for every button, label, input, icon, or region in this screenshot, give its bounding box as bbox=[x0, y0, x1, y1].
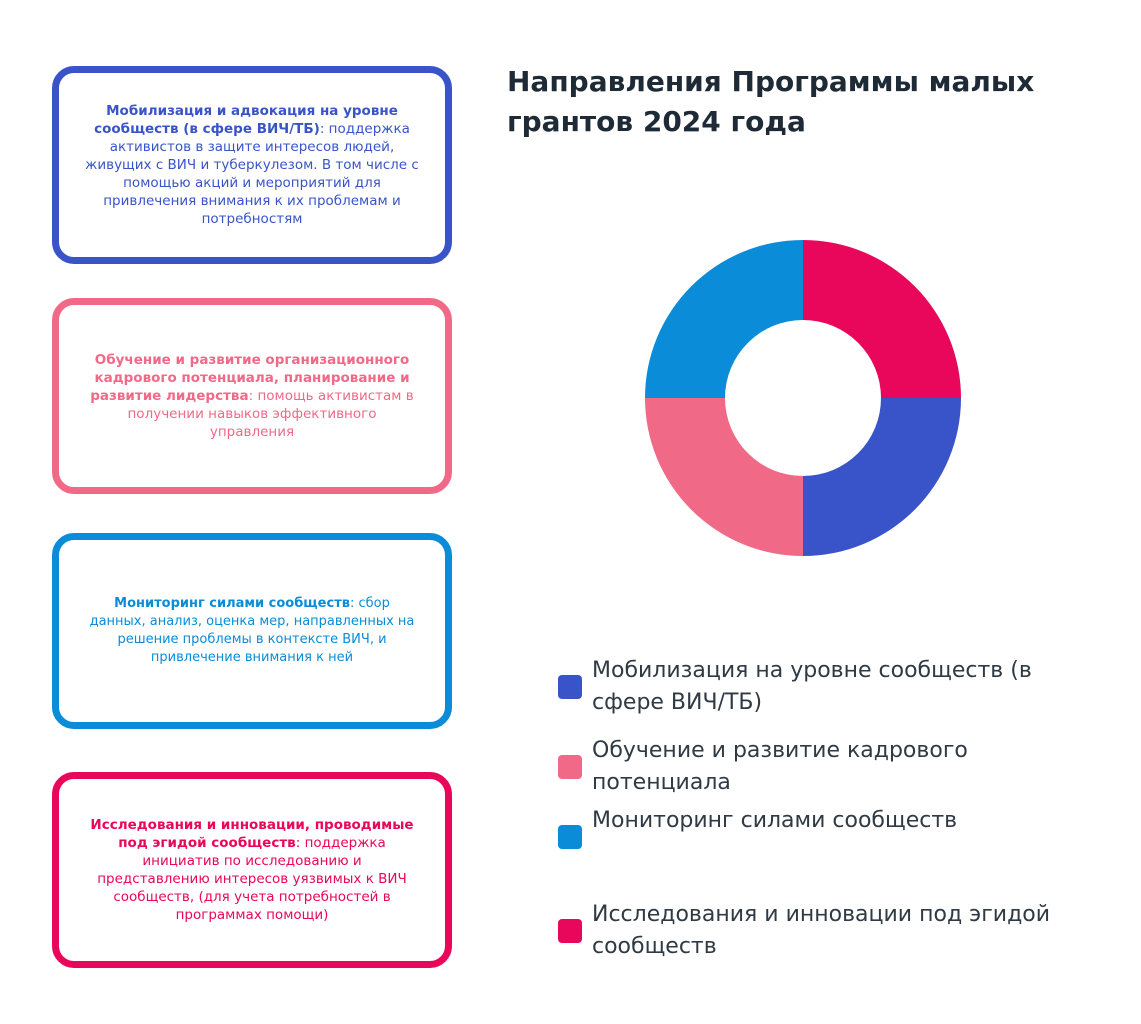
legend-swatch bbox=[558, 919, 582, 943]
card-body: сбор данных, анализ, оценка мер, направленных на решение проблемы в контексте ВИЧ, и привлечение внимания к ней bbox=[89, 596, 415, 665]
donut-chart bbox=[640, 235, 970, 565]
legend-label: Мониторинг силами сообществ bbox=[592, 808, 958, 833]
card-body: поддержка активистов в защите интересов людей, живущих с ВИЧ и туберкулезом. В том числе с помощью акций и мероприятий для привлечения внимания к их проблемам и потребностям bbox=[85, 121, 419, 227]
card-monitoring bbox=[52, 533, 452, 729]
card-body: поддержка инициатив по исследованию и представлению интересов уязвимых к ВИЧ сообществ, (для учета потребностей в программах помощи) bbox=[97, 835, 407, 923]
legend-swatch bbox=[558, 825, 582, 849]
legend-swatch bbox=[558, 755, 582, 779]
legend-swatch bbox=[558, 675, 582, 699]
slice-mobilization bbox=[803, 398, 961, 556]
legend-item-training bbox=[558, 735, 1062, 799]
legend-item-mobilization bbox=[558, 655, 1062, 719]
card-research bbox=[52, 772, 452, 968]
slice-training bbox=[645, 398, 803, 556]
card-training bbox=[52, 298, 452, 494]
legend-label: Обучение и развитие кадрового потенциала bbox=[592, 738, 968, 795]
card-heading: Мобилизация и адвокация на уровне сообществ (в сфере ВИЧ/ТБ) bbox=[94, 103, 398, 137]
slice-research bbox=[803, 240, 961, 398]
chart-title: Направления Программы малых грантов 2024 года bbox=[507, 65, 1035, 138]
legend-label: Мобилизация на уровне сообществ (в сфере ВИЧ/ТБ) bbox=[592, 658, 1032, 715]
card-separator: : bbox=[349, 596, 355, 611]
legend-label: Исследования и инновации под эгидой сообществ bbox=[592, 902, 1051, 959]
card-heading: Исследования и инновации, проводимые под эгидой сообществ bbox=[90, 817, 414, 851]
card-mobilization bbox=[52, 66, 452, 264]
card-separator: : bbox=[319, 121, 325, 137]
card-heading: Обучение и развитие организационного кадрового потенциала, планирование и развитие лидерства bbox=[90, 352, 410, 404]
card-separator: : bbox=[248, 388, 254, 404]
card-heading: Мониторинг силами сообществ bbox=[114, 596, 350, 611]
card-separator: : bbox=[295, 835, 301, 851]
card-body: помощь активистам в получении навыков эффективного управления bbox=[127, 388, 414, 440]
legend-item-research bbox=[558, 899, 1062, 963]
slice-monitoring bbox=[645, 240, 803, 398]
legend-item-monitoring bbox=[558, 805, 1062, 849]
